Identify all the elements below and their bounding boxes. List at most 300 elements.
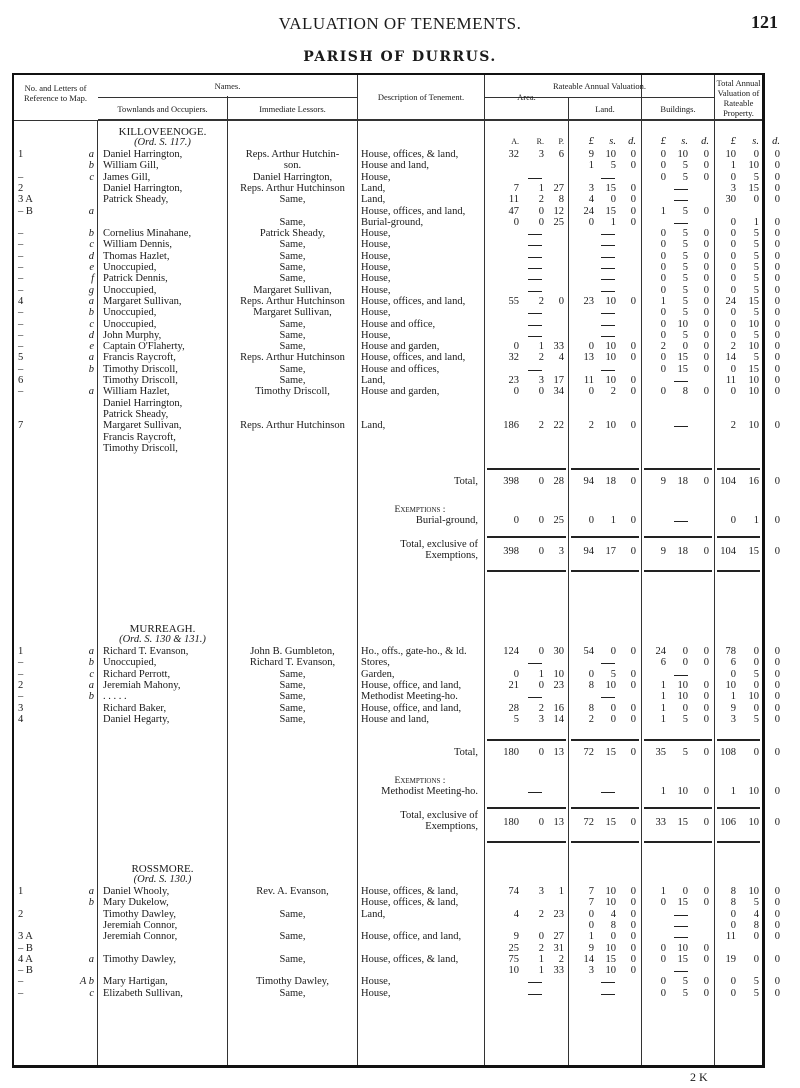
tenement-description: Methodist Meeting-ho. bbox=[361, 691, 458, 703]
total-rule bbox=[487, 807, 566, 809]
immediate-lessor: Same, bbox=[279, 273, 306, 285]
money-unit-label: s. bbox=[752, 136, 759, 147]
bldg-pence: 0 bbox=[703, 295, 709, 307]
total-pounds: 0 bbox=[730, 987, 736, 999]
area-pounds: 21 bbox=[508, 679, 519, 691]
tenement-description: House and garden, bbox=[361, 341, 440, 353]
area-pounds: 124 bbox=[503, 646, 519, 657]
land-pounds: 0 bbox=[588, 908, 594, 920]
immediate-lessor: Reps. Arthur Hutchinson bbox=[240, 420, 345, 432]
land-pence: 0 bbox=[630, 216, 636, 228]
bldg-pounds: 1 bbox=[660, 679, 666, 691]
map-ref-number: – bbox=[18, 239, 24, 251]
map-ref-letter: a bbox=[88, 352, 94, 364]
map-ref-number: – bbox=[18, 386, 24, 398]
tenement-description: House, bbox=[361, 171, 391, 183]
bldg-pence: 0 bbox=[703, 363, 709, 375]
map-ref-number: – B bbox=[18, 205, 33, 217]
map-ref-letter: e bbox=[89, 341, 94, 353]
total-pence: 0 bbox=[774, 953, 780, 965]
total-pence: 0 bbox=[774, 747, 780, 759]
area-nil-dash bbox=[528, 268, 542, 269]
total-rule bbox=[717, 468, 760, 470]
land-shillings: 1 bbox=[610, 515, 616, 527]
bldg-pence: 0 bbox=[703, 341, 709, 353]
total-pence: 0 bbox=[774, 476, 780, 488]
area-pence: 12 bbox=[553, 205, 564, 217]
header-area: Area. bbox=[517, 92, 536, 102]
occupier-name: Margaret Sullivan, bbox=[103, 295, 182, 307]
joint-occupier-name: Patrick Sheady, bbox=[103, 408, 169, 420]
area-nil-dash bbox=[528, 697, 542, 698]
area-shillings: 3 bbox=[538, 713, 544, 725]
land-pounds: 0 bbox=[588, 386, 594, 398]
area-shillings: 0 bbox=[538, 817, 544, 829]
area-shillings: 0 bbox=[538, 646, 544, 657]
parish-title: PARISH OF DURRUS. bbox=[303, 49, 497, 65]
total-pence: 0 bbox=[774, 987, 780, 999]
bldg-pounds: 0 bbox=[660, 897, 666, 909]
total-pounds: 108 bbox=[720, 747, 736, 759]
map-ref-letter: d bbox=[88, 250, 94, 262]
immediate-lessor: Same, bbox=[279, 363, 306, 375]
tenement-description: House, office, and land, bbox=[361, 931, 462, 943]
total-shillings: 0 bbox=[753, 702, 759, 714]
area-pounds: 32 bbox=[508, 149, 519, 160]
bldg-nil-dash bbox=[674, 926, 688, 927]
bldg-pounds: 0 bbox=[660, 273, 666, 285]
land-nil-dash bbox=[601, 291, 615, 292]
land-shillings: 15 bbox=[605, 182, 616, 194]
land-pounds: 1 bbox=[588, 931, 594, 943]
area-pence: 16 bbox=[553, 702, 564, 714]
total-pence: 0 bbox=[774, 318, 780, 330]
total-pence: 0 bbox=[774, 295, 780, 307]
bldg-pence: 0 bbox=[703, 546, 709, 558]
bldg-pounds: 9 bbox=[660, 546, 666, 558]
total-pence: 0 bbox=[774, 239, 780, 251]
header-names: Names. bbox=[214, 81, 241, 91]
map-ref-number: – bbox=[18, 273, 24, 285]
money-unit-label: d. bbox=[772, 136, 780, 147]
land-pounds: 72 bbox=[583, 817, 594, 829]
total-pounds: 104 bbox=[720, 546, 736, 558]
land-nil-dash bbox=[601, 697, 615, 698]
bldg-pounds: 0 bbox=[660, 329, 666, 341]
bldg-pence: 0 bbox=[703, 284, 709, 296]
occupier-name: . . . . . bbox=[103, 691, 127, 703]
immediate-lessor: Same, bbox=[279, 713, 306, 725]
bldg-shillings: 5 bbox=[682, 273, 688, 285]
total-shillings: 5 bbox=[753, 976, 759, 988]
land-nil-dash bbox=[601, 370, 615, 371]
occupier-name: Mary Dukelow, bbox=[103, 897, 169, 909]
bldg-shillings: 15 bbox=[677, 953, 688, 965]
bldg-pounds: 1 bbox=[660, 205, 666, 217]
total-shillings: 10 bbox=[748, 886, 759, 897]
map-ref-letter: b bbox=[88, 657, 94, 669]
net-total-label: Total, exclusive of bbox=[400, 810, 478, 822]
map-ref-number: 1 bbox=[18, 149, 24, 160]
land-pence: 0 bbox=[630, 476, 636, 488]
immediate-lessor: Same, bbox=[279, 953, 306, 965]
total-pounds: 0 bbox=[730, 284, 736, 296]
area-shillings: 0 bbox=[538, 679, 544, 691]
land-pence: 0 bbox=[630, 352, 636, 364]
land-pence: 0 bbox=[630, 702, 636, 714]
immediate-lessor: Reps. Arthur Hutchinson bbox=[240, 182, 345, 194]
total-pounds: 19 bbox=[725, 953, 736, 965]
total-shillings: 0 bbox=[753, 657, 759, 669]
total-pounds: 3 bbox=[730, 713, 736, 725]
bldg-shillings: 10 bbox=[677, 786, 688, 798]
occupier-name: Jeremiah Connor, bbox=[103, 919, 178, 931]
area-pence: 6 bbox=[558, 149, 564, 160]
money-unit-label: s. bbox=[681, 136, 688, 147]
total-shillings: 15 bbox=[748, 295, 759, 307]
area-shillings: 3 bbox=[538, 886, 544, 897]
bldg-pounds: 0 bbox=[660, 307, 666, 319]
land-pounds: 4 bbox=[588, 194, 594, 206]
total-pounds: 24 bbox=[725, 295, 736, 307]
total-shillings: 5 bbox=[753, 352, 759, 364]
total-pounds: 30 bbox=[725, 194, 736, 206]
area-nil-dash bbox=[528, 663, 542, 664]
exemption-item: Burial-ground, bbox=[415, 515, 478, 527]
land-nil-dash bbox=[601, 313, 615, 314]
land-pounds: 11 bbox=[583, 375, 594, 386]
occupier-name: Unoccupied, bbox=[103, 318, 157, 330]
total-shillings: 10 bbox=[748, 817, 759, 829]
land-shillings: 15 bbox=[605, 953, 616, 965]
immediate-lessor: Same, bbox=[279, 931, 306, 943]
total-pence: 0 bbox=[774, 691, 780, 703]
area-nil-dash bbox=[528, 257, 542, 258]
land-shillings: 10 bbox=[605, 886, 616, 897]
land-pounds: 9 bbox=[588, 942, 594, 954]
land-shillings: 15 bbox=[605, 747, 616, 759]
area-nil-dash bbox=[528, 792, 542, 793]
bldg-pounds: 24 bbox=[655, 646, 666, 657]
map-ref-number: 2 bbox=[18, 182, 24, 194]
area-pounds: 47 bbox=[508, 205, 519, 217]
total-rule bbox=[644, 841, 712, 843]
bldg-pence: 0 bbox=[703, 273, 709, 285]
bldg-nil-dash bbox=[674, 521, 688, 522]
exemptions-heading: Exemptions : bbox=[394, 505, 446, 516]
area-pence: 2 bbox=[558, 953, 564, 965]
total-pence: 0 bbox=[774, 228, 780, 240]
immediate-lessor: Same, bbox=[279, 262, 306, 273]
land-shillings: 15 bbox=[605, 205, 616, 217]
area-pence: 17 bbox=[553, 375, 564, 386]
total-pounds: 106 bbox=[720, 817, 736, 829]
total-shillings: 0 bbox=[753, 679, 759, 691]
land-nil-dash bbox=[601, 257, 615, 258]
map-ref-number: 1 bbox=[18, 646, 24, 657]
map-ref-letter: a bbox=[88, 886, 94, 897]
area-pence: 0 bbox=[558, 295, 564, 307]
land-nil-dash bbox=[601, 792, 615, 793]
bldg-shillings: 5 bbox=[682, 976, 688, 988]
map-ref-letter: g bbox=[88, 284, 94, 296]
occupier-name: Unoccupied, bbox=[103, 262, 157, 273]
bldg-shillings: 5 bbox=[682, 171, 688, 183]
total-pence: 0 bbox=[774, 668, 780, 680]
area-pounds: 0 bbox=[513, 216, 519, 228]
tenement-description: Garden, bbox=[361, 668, 395, 680]
map-ref-number: 1 bbox=[18, 886, 24, 897]
bldg-nil-dash bbox=[674, 915, 688, 916]
bldg-pounds: 0 bbox=[660, 284, 666, 296]
total-shillings: 15 bbox=[748, 546, 759, 558]
land-pence: 0 bbox=[630, 420, 636, 432]
tenement-description: House, offices, and land, bbox=[361, 295, 466, 307]
bldg-shillings: 5 bbox=[682, 250, 688, 262]
area-pence: 25 bbox=[553, 515, 564, 527]
occupier-name: Daniel Harrington, bbox=[103, 182, 183, 194]
total-pounds: 0 bbox=[730, 273, 736, 285]
net-total-label: Exemptions, bbox=[425, 821, 478, 833]
land-shillings: 10 bbox=[605, 942, 616, 954]
area-shillings: 0 bbox=[538, 546, 544, 558]
total-rule bbox=[717, 739, 760, 741]
area-pounds: 0 bbox=[513, 515, 519, 527]
total-pence: 0 bbox=[774, 284, 780, 296]
total-pence: 0 bbox=[774, 149, 780, 160]
land-pounds: 23 bbox=[583, 295, 594, 307]
total-pounds: 1 bbox=[730, 160, 736, 172]
total-pence: 0 bbox=[774, 329, 780, 341]
bldg-shillings: 5 bbox=[682, 262, 688, 273]
bldg-pounds: 1 bbox=[660, 713, 666, 725]
area-pounds: 0 bbox=[513, 386, 519, 398]
map-ref-letter: c bbox=[89, 171, 94, 183]
area-shillings: 0 bbox=[538, 476, 544, 488]
total-shillings: 1 bbox=[753, 216, 759, 228]
total-pence: 0 bbox=[774, 657, 780, 669]
map-ref-letter: b bbox=[88, 228, 94, 240]
total-shillings: 10 bbox=[748, 341, 759, 353]
total-shillings: 0 bbox=[753, 646, 759, 657]
tenement-description: House, bbox=[361, 284, 391, 296]
area-shillings: 0 bbox=[538, 386, 544, 398]
area-shillings: 3 bbox=[538, 375, 544, 386]
land-nil-dash bbox=[601, 336, 615, 337]
land-nil-dash bbox=[601, 234, 615, 235]
land-pence: 0 bbox=[630, 668, 636, 680]
occupier-name: Timothy Driscoll, bbox=[103, 375, 178, 386]
total-pence: 0 bbox=[774, 786, 780, 798]
total-shillings: 5 bbox=[753, 987, 759, 999]
total-pounds: 0 bbox=[730, 515, 736, 527]
bldg-pence: 0 bbox=[703, 657, 709, 669]
total-shillings: 5 bbox=[753, 171, 759, 183]
occupier-name: Cornelius Minahane, bbox=[103, 228, 192, 240]
occupier-name: Francis Raycroft, bbox=[103, 352, 176, 364]
townland-name: KILLOVEENOGE. bbox=[118, 126, 207, 138]
tenement-description: Stores, bbox=[361, 657, 390, 669]
total-pounds: 0 bbox=[730, 216, 736, 228]
total-shillings: 16 bbox=[748, 476, 759, 488]
bldg-nil-dash bbox=[674, 937, 688, 938]
total-rule bbox=[487, 536, 566, 538]
area-nil-dash bbox=[528, 325, 542, 326]
land-shillings: 0 bbox=[610, 713, 616, 725]
column-divider bbox=[357, 75, 358, 1065]
map-ref-letter: c bbox=[89, 318, 94, 330]
bldg-pounds: 0 bbox=[660, 987, 666, 999]
total-shillings: 5 bbox=[753, 228, 759, 240]
land-shillings: 5 bbox=[610, 160, 616, 172]
land-pence: 0 bbox=[630, 386, 636, 398]
map-ref-letter: a bbox=[88, 386, 94, 398]
land-shillings: 10 bbox=[605, 420, 616, 432]
tenement-description: House, bbox=[361, 239, 391, 251]
immediate-lessor: Reps. Arthur Hutchin- bbox=[245, 149, 340, 160]
total-pounds: 0 bbox=[730, 386, 736, 398]
land-shillings: 10 bbox=[605, 352, 616, 364]
land-pounds: 94 bbox=[583, 546, 594, 558]
occupier-name: William Hazlet, bbox=[103, 386, 170, 398]
header-description: Description of Tenement. bbox=[377, 92, 465, 102]
total-shillings: 15 bbox=[748, 182, 759, 194]
map-ref-letter: c bbox=[89, 239, 94, 251]
total-rule bbox=[644, 570, 712, 572]
total-pence: 0 bbox=[774, 702, 780, 714]
land-pounds: 8 bbox=[588, 679, 594, 691]
land-pence: 0 bbox=[630, 953, 636, 965]
area-pence: 33 bbox=[553, 341, 564, 353]
land-shillings: 10 bbox=[605, 375, 616, 386]
bldg-shillings: 5 bbox=[682, 228, 688, 240]
total-pence: 0 bbox=[774, 646, 780, 657]
ordnance-sheet-ref: (Ord. S. 130.) bbox=[133, 874, 192, 885]
land-shillings: 5 bbox=[610, 668, 616, 680]
bldg-pounds: 35 bbox=[655, 747, 666, 759]
land-pounds: 0 bbox=[588, 515, 594, 527]
bldg-pence: 0 bbox=[703, 318, 709, 330]
bldg-shillings: 15 bbox=[677, 352, 688, 364]
land-pence: 0 bbox=[630, 341, 636, 353]
land-pounds: 1 bbox=[588, 160, 594, 172]
area-pence: 4 bbox=[558, 352, 564, 364]
area-nil-dash bbox=[528, 994, 542, 995]
total-pence: 0 bbox=[774, 160, 780, 172]
immediate-lessor: Patrick Sheady, bbox=[259, 228, 326, 240]
land-shillings: 0 bbox=[610, 931, 616, 943]
joint-occupier-name: Timothy Driscoll, bbox=[103, 442, 178, 454]
bldg-pence: 0 bbox=[703, 897, 709, 909]
tenement-description: House, offices, and land, bbox=[361, 352, 466, 364]
bldg-pence: 0 bbox=[703, 747, 709, 759]
area-nil-dash bbox=[528, 234, 542, 235]
bldg-shillings: 10 bbox=[677, 318, 688, 330]
bldg-pounds: 0 bbox=[660, 171, 666, 183]
map-ref-letter: a bbox=[88, 646, 94, 657]
bldg-pence: 0 bbox=[703, 691, 709, 703]
area-pounds: 74 bbox=[508, 886, 519, 897]
column-divider bbox=[568, 75, 569, 1065]
bldg-pence: 0 bbox=[703, 262, 709, 273]
total-pence: 0 bbox=[774, 262, 780, 273]
land-pence: 0 bbox=[630, 546, 636, 558]
map-ref-number: 3 A bbox=[18, 931, 33, 943]
occupier-name: Jeremiah Connor, bbox=[103, 931, 178, 943]
bldg-pounds: 0 bbox=[660, 352, 666, 364]
occupier-name: Unoccupied, bbox=[103, 657, 157, 669]
bldg-pence: 0 bbox=[703, 307, 709, 319]
area-nil-dash bbox=[528, 245, 542, 246]
total-pounds: 0 bbox=[730, 329, 736, 341]
bldg-pounds: 6 bbox=[660, 657, 666, 669]
area-pence: 23 bbox=[553, 908, 564, 920]
tenement-description: House, bbox=[361, 273, 391, 285]
land-pence: 0 bbox=[630, 713, 636, 725]
land-pounds: 24 bbox=[583, 205, 594, 217]
land-shillings: 10 bbox=[605, 897, 616, 909]
bldg-pence: 0 bbox=[703, 646, 709, 657]
map-ref-letter: b bbox=[88, 160, 94, 172]
total-pounds: 11 bbox=[725, 375, 736, 386]
total-pence: 0 bbox=[774, 515, 780, 527]
bldg-shillings: 15 bbox=[677, 817, 688, 829]
land-shillings: 17 bbox=[605, 546, 616, 558]
area-pence: 31 bbox=[553, 942, 564, 954]
total-rule bbox=[487, 468, 566, 470]
header-ref: No. and Letters of Reference to Map. bbox=[23, 83, 87, 103]
header-rule bbox=[14, 119, 762, 121]
bldg-shillings: 0 bbox=[682, 341, 688, 353]
total-rule bbox=[717, 570, 760, 572]
tenement-description: House and land, bbox=[361, 713, 429, 725]
total-shillings: 0 bbox=[753, 194, 759, 206]
bldg-pence: 0 bbox=[703, 171, 709, 183]
total-shillings: 5 bbox=[753, 250, 759, 262]
total-pence: 0 bbox=[774, 307, 780, 319]
money-unit-label: £ bbox=[730, 136, 736, 147]
immediate-lessor: Same, bbox=[279, 691, 306, 703]
joint-occupier-name: Margaret Sullivan, bbox=[103, 420, 182, 432]
immediate-lessor: Margaret Sullivan, bbox=[253, 284, 332, 296]
map-ref-number: – bbox=[18, 262, 24, 273]
map-ref-number: 4 bbox=[18, 295, 24, 307]
header-land: Land. bbox=[595, 104, 615, 114]
bldg-nil-dash bbox=[674, 189, 688, 190]
total-pence: 0 bbox=[774, 273, 780, 285]
tenement-description: House, bbox=[361, 262, 391, 273]
townland-name: ROSSMORE. bbox=[131, 863, 194, 875]
total-pence: 0 bbox=[774, 976, 780, 988]
area-shillings: 3 bbox=[538, 149, 544, 160]
total-pounds: 0 bbox=[730, 307, 736, 319]
bldg-pounds: 0 bbox=[660, 250, 666, 262]
total-shillings: 0 bbox=[753, 931, 759, 943]
tenement-description: Land, bbox=[361, 194, 386, 206]
total-pence: 0 bbox=[774, 171, 780, 183]
immediate-lessor: Same, bbox=[279, 341, 306, 353]
bldg-nil-dash bbox=[674, 675, 688, 676]
tenement-description: House, bbox=[361, 987, 391, 999]
bldg-shillings: 10 bbox=[677, 679, 688, 691]
bldg-pence: 0 bbox=[703, 786, 709, 798]
bldg-pence: 0 bbox=[703, 987, 709, 999]
land-shillings: 0 bbox=[610, 702, 616, 714]
column-divider bbox=[97, 75, 98, 1065]
map-ref-number: 3 bbox=[18, 702, 24, 714]
tenement-description: Land, bbox=[361, 908, 386, 920]
total-pounds: 10 bbox=[725, 149, 736, 160]
